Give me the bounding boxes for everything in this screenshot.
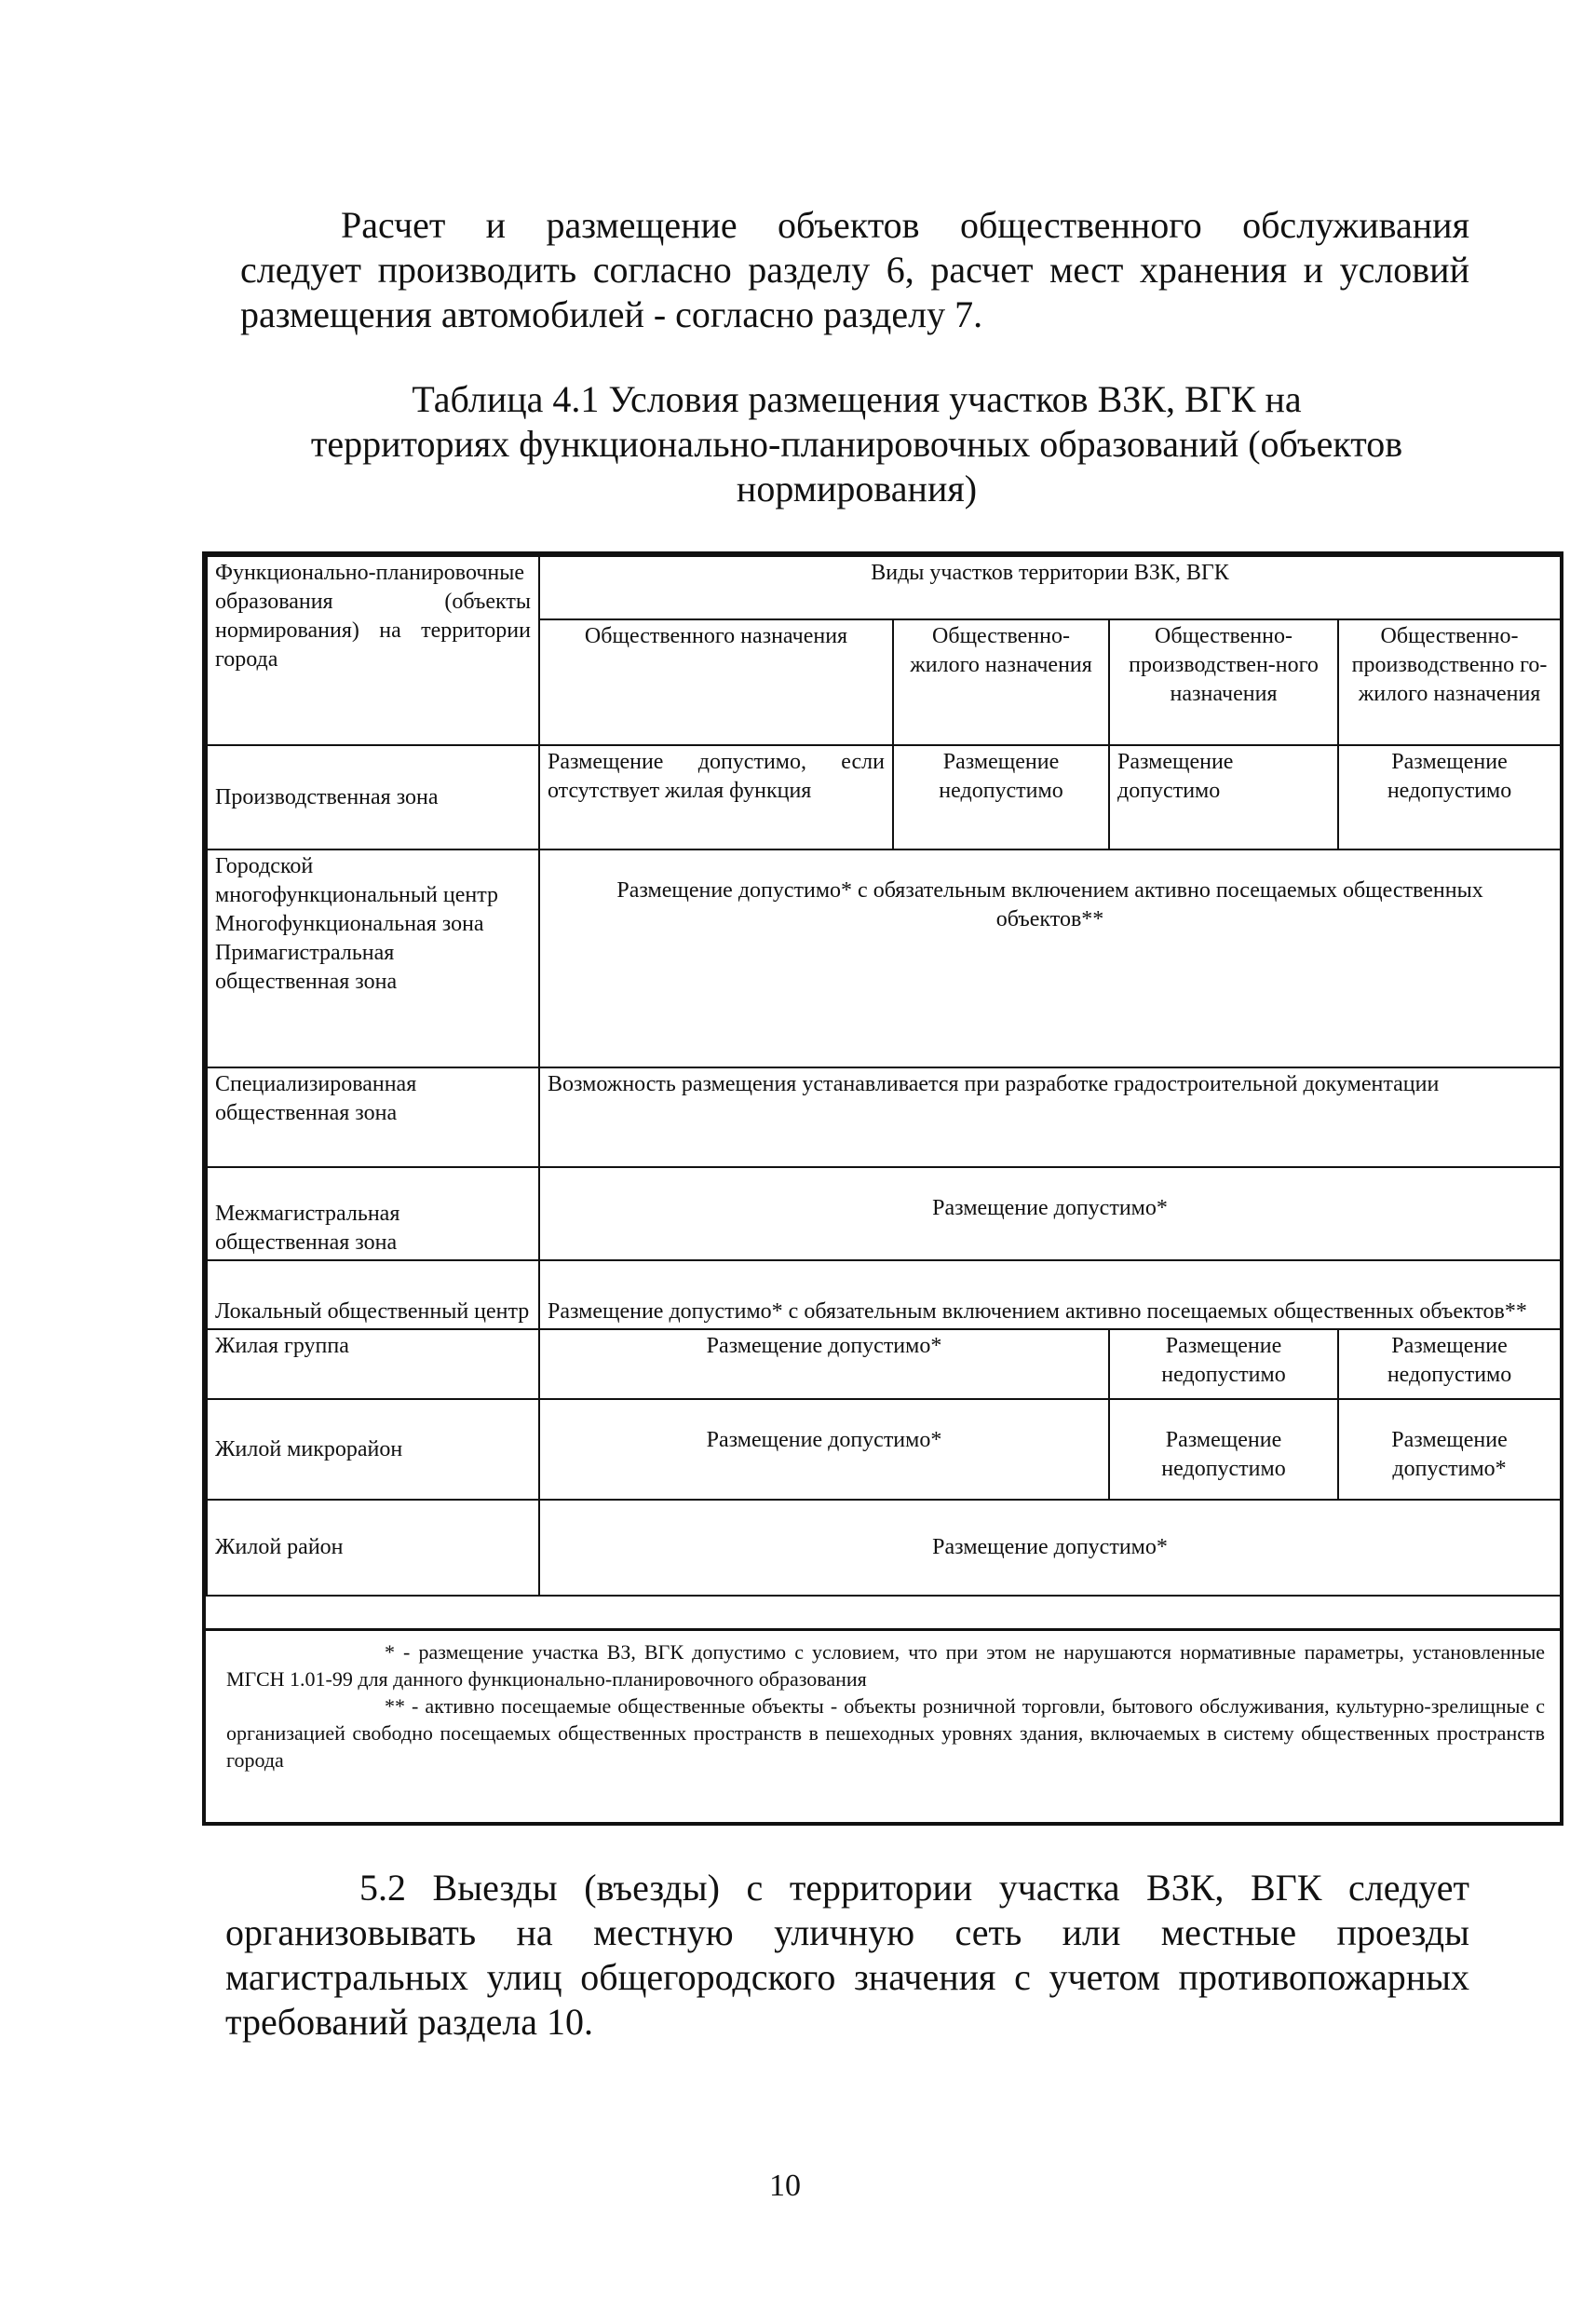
residential-group-c3: Размещение недопустимо — [1109, 1329, 1338, 1399]
industrial-c3: Размещение допустимо — [1109, 745, 1338, 849]
zone-city-centre-line-2: Многофункциональная зона — [215, 912, 484, 936]
header-col-public-industrial: Общественно-производствен-ного назначения — [1109, 619, 1338, 745]
intro-paragraph — [240, 203, 1469, 337]
local-centre-value: Размещение допустимо* с обязательным включением активно посещаемых общественных объектов** — [539, 1260, 1561, 1329]
header-zone-column: Функционально-планировочные образования (объекты нормирования) на территории города — [207, 556, 539, 745]
microdistrict-c4: Размещение допустимо* — [1338, 1399, 1561, 1500]
zone-local-centre: Локальный общественный центр — [207, 1260, 539, 1329]
zone-microdistrict: Жилой микрорайон — [207, 1399, 539, 1500]
para52-line-2: организовывать на местную уличную сеть или местные проезды — [225, 1911, 1469, 1953]
para52-line-4: требований раздела 10. — [225, 2001, 594, 2043]
conditions-table — [202, 551, 1563, 1826]
zone-intermain: Межмагистральная общественная зона — [207, 1167, 539, 1260]
intro-line-3: размещения автомобилей - согласно разделу 7. — [240, 293, 983, 335]
caption-line-1: Таблица 4.1 Условия размещения участков ВЗК, ВГК на — [412, 378, 1302, 420]
residential-district-value: Размещение допустимо* — [539, 1500, 1561, 1596]
caption-line-3: нормирования) — [736, 468, 978, 510]
zone-residential-district: Жилой район — [207, 1500, 539, 1596]
header-col-public-industrial-residential: Общественно-производственно го-жилого назначения — [1338, 619, 1561, 745]
specialized-value: Возможность размещения устанавливается при разработке градостроительной документации — [539, 1067, 1561, 1167]
para52-line-1: 5.2 Выезды (въезды) с территории участка ВЗК, ВГК следует — [359, 1867, 1469, 1909]
header-site-types: Виды участков территории ВЗК, ВГК — [539, 556, 1561, 619]
zone-city-centre-line-1: Городской многофункциональный центр — [215, 854, 498, 907]
header-col-public: Общественного назначения — [539, 619, 893, 745]
caption-line-2: территориях функционально-планировочных образований (объектов — [310, 423, 1403, 465]
page-number: 10 — [769, 2168, 801, 2203]
microdistrict-c12: Размещение допустимо* — [539, 1399, 1109, 1500]
residential-group-c4: Размещение недопустимо — [1338, 1329, 1561, 1399]
intro-line-2: следует производить согласно разделу 6, расчет мест хранения и условий — [240, 249, 1469, 291]
zone-city-centre-line-3: Примагистральная общественная зона — [215, 941, 398, 994]
table-caption — [289, 377, 1425, 511]
header-col-public-residential: Общественно-жилого назначения — [893, 619, 1109, 745]
zone-residential-group: Жилая группа — [207, 1329, 539, 1399]
industrial-c4: Размещение недопустимо — [1338, 745, 1561, 849]
industrial-c2: Размещение недопустимо — [893, 745, 1109, 849]
zone-industrial: Производственная зона — [207, 745, 539, 849]
residential-group-c12: Размещение допустимо* — [539, 1329, 1109, 1399]
footnote-2: ** - активно посещаемые общественные объекты - объекты розничной торговли, бытового обслуживания, культурно-зрелищные с организацией свободно посещаемых общественных пространств в пешеходных уровнях здания, включаемых в систему общественных пространств города — [226, 1694, 1545, 1772]
conditions-table-grid — [206, 555, 1562, 1597]
section-5-2-paragraph — [225, 1866, 1469, 2045]
city-centre-value: Размещение допустимо* с обязательным включением активно посещаемых общественных объектов** — [539, 849, 1561, 1067]
table-footnotes — [206, 1628, 1560, 1820]
intro-line-1: Расчет и размещение объектов общественного обслуживания — [341, 204, 1469, 246]
footnote-1: * - размещение участка ВЗ, ВГК допустимо с условием, что при этом не нарушаются нормативные параметры, установленные МГСН 1.01-99 для данного функционально-планировочного образования — [226, 1640, 1545, 1691]
intermain-value: Размещение допустимо* — [539, 1167, 1561, 1260]
microdistrict-c3: Размещение недопустимо — [1109, 1399, 1338, 1500]
zone-specialized: Специализированная общественная зона — [207, 1067, 539, 1167]
para52-line-3: магистральных улиц общегородского значения с учетом противопожарных — [225, 1956, 1469, 1998]
industrial-c1: Размещение допустимо, если отсутствует жилая функция — [539, 745, 893, 849]
zone-city-centre — [207, 849, 539, 1067]
